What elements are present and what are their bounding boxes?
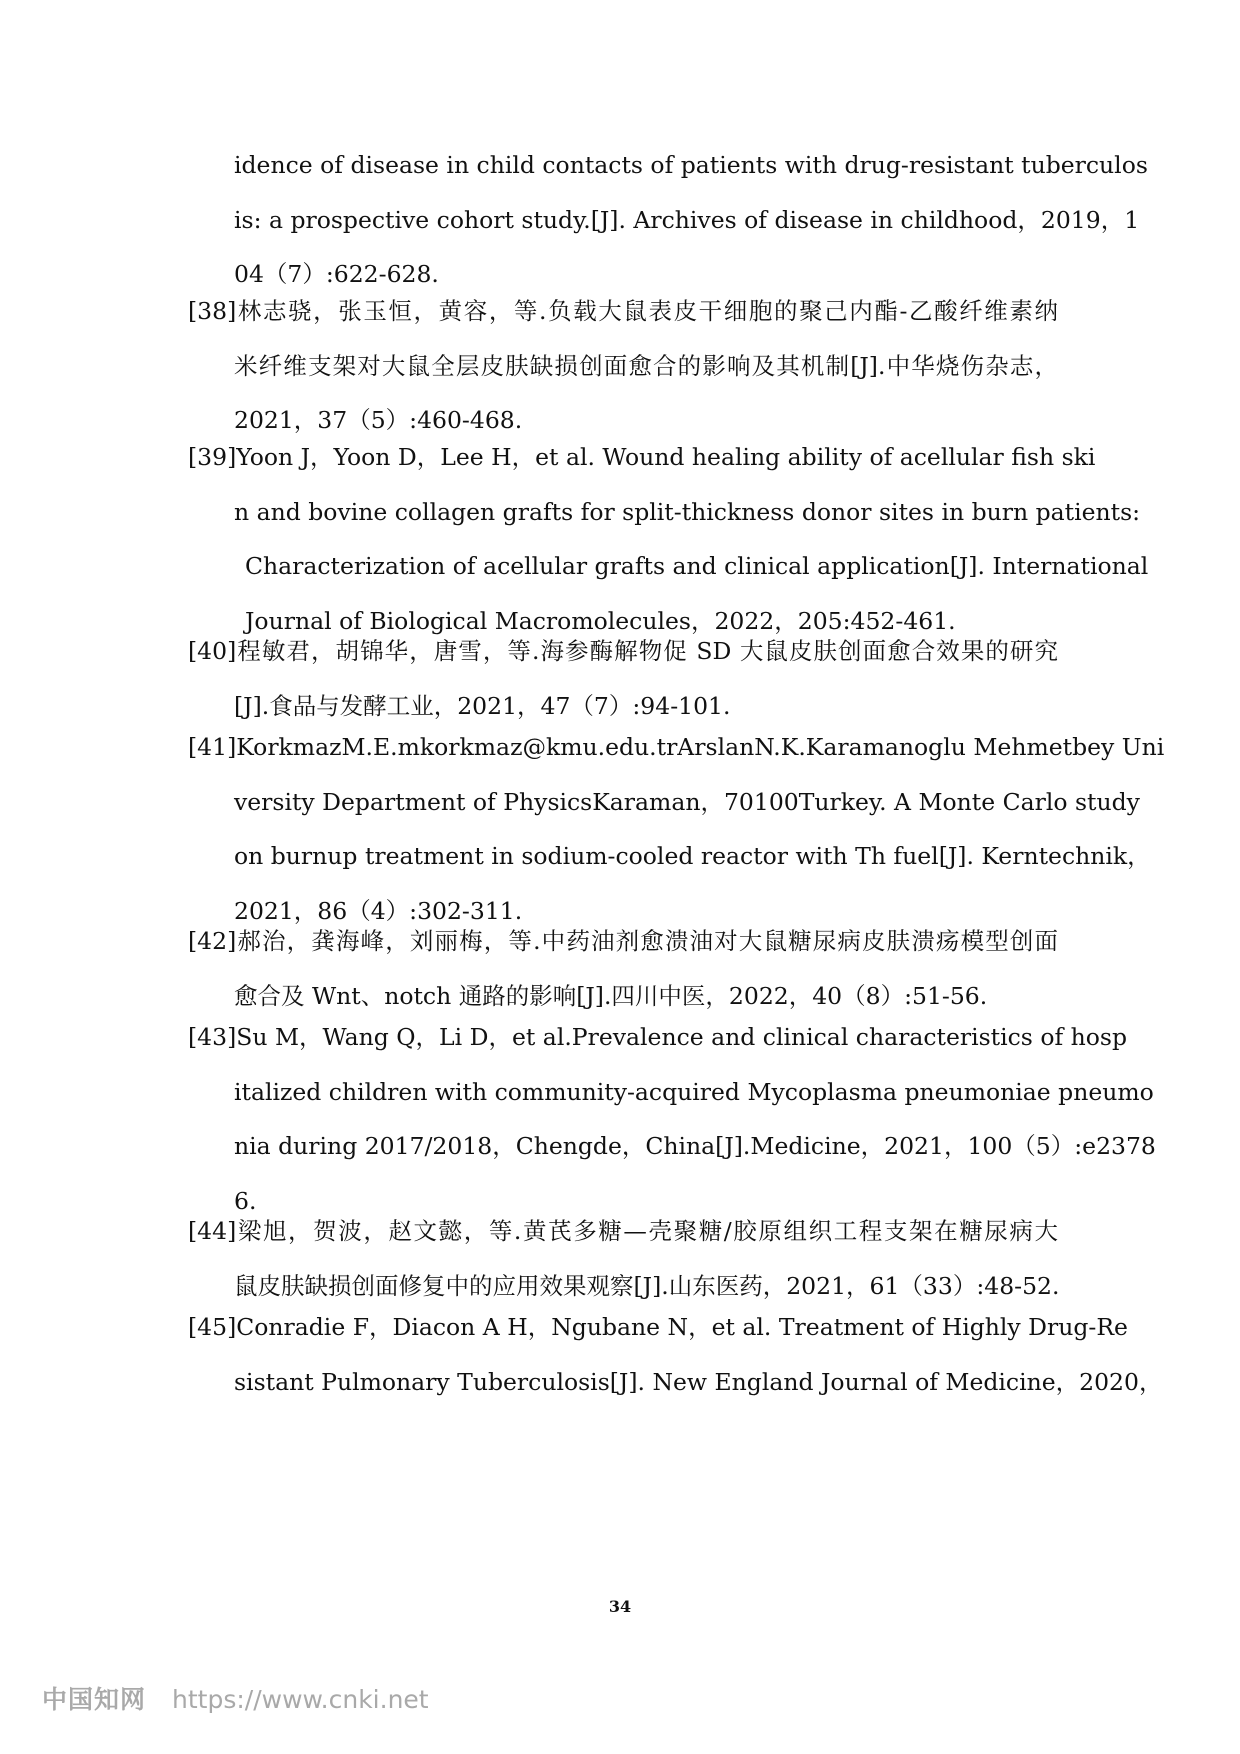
reference-line: is: a prospective cohort study.[J]. Archives of disease in childhood，2019，1 bbox=[234, 205, 1140, 234]
reference-line bbox=[188, 1010, 1128, 1065]
reference-text: 郝治，龚海峰，刘丽梅，等.中药油剂愈溃油对大鼠糖尿病皮肤溃疡模型创面 bbox=[236, 927, 1058, 955]
reference-line: n and bovine collagen grafts for split-thickness donor sites in burn patients: bbox=[234, 497, 1141, 526]
reference-text: 程敏君，胡锦华，唐雪，等.海参酶解物促 SD 大鼠皮肤创面愈合效果的研究 bbox=[236, 637, 1058, 665]
reference-37-continuation bbox=[188, 138, 1148, 302]
reference-label: [39] bbox=[188, 443, 237, 471]
reference-line bbox=[188, 720, 1165, 775]
reference-line: 6. bbox=[234, 1186, 257, 1215]
reference-41 bbox=[188, 720, 1165, 938]
reference-line: 2021，86（4）:302-311. bbox=[234, 896, 523, 925]
reference-line: Journal of Biological Macromolecules，2022，205:452-461. bbox=[245, 606, 956, 635]
reference-43 bbox=[188, 1010, 1156, 1228]
reference-text: Yoon J，Yoon D，Lee H，et al. Wound healing ability of acellular fish ski bbox=[236, 443, 1096, 471]
reference-38 bbox=[188, 284, 1058, 448]
reference-label: [45] bbox=[188, 1313, 237, 1341]
reference-label: [40] bbox=[188, 637, 237, 665]
reference-39 bbox=[188, 430, 1149, 648]
reference-40 bbox=[188, 624, 1058, 733]
reference-line: versity Department of PhysicsKaraman，70100Turkey. A Monte Carlo study bbox=[234, 787, 1140, 816]
reference-label: [42] bbox=[188, 927, 237, 955]
reference-line bbox=[188, 624, 1058, 679]
reference-text: Su M，Wang Q，Li D，et al.Prevalence and clinical characteristics of hosp bbox=[236, 1023, 1128, 1051]
reference-45 bbox=[188, 1300, 1163, 1409]
reference-line: Characterization of acellular grafts and clinical application[J]. International bbox=[245, 552, 1149, 580]
reference-line: nia during 2017/2018，Chengde，China[J].Medicine，2021，100（5）:e2378 bbox=[234, 1132, 1156, 1160]
reference-42 bbox=[188, 914, 1058, 1023]
reference-line: 米纤维支架对大鼠全层皮肤缺损创面愈合的影响及其机制[J].中华烧伤杂志， bbox=[234, 351, 1058, 380]
reference-text: 林志骁，张玉恒，黄容，等.负载大鼠表皮干细胞的聚己内酯-乙酸纤维素纳 bbox=[236, 297, 1058, 325]
reference-label: [41] bbox=[188, 733, 237, 761]
reference-line: 04（7）:622-628. bbox=[234, 260, 439, 288]
cnki-watermark bbox=[42, 1680, 429, 1716]
reference-line: sistant Pulmonary Tuberculosis[J]. New England Journal of Medicine，2020， bbox=[234, 1367, 1163, 1396]
reference-label: [44] bbox=[188, 1217, 237, 1245]
reference-line: 鼠皮肤缺损创面修复中的应用效果观察[J].山东医药，2021，61（33）:48-52. bbox=[234, 1271, 1060, 1300]
reference-line: 愈合及 Wnt、notch 通路的影响[J].四川中医，2022，40（8）:51-56. bbox=[234, 981, 988, 1010]
reference-label: [38] bbox=[188, 297, 237, 325]
reference-44 bbox=[188, 1204, 1058, 1313]
reference-line bbox=[188, 284, 1058, 339]
reference-line bbox=[188, 1300, 1128, 1355]
page-number: 34 bbox=[608, 1597, 632, 1616]
reference-line: idence of disease in child contacts of patients with drug-resistant tuberculos bbox=[234, 151, 1148, 179]
reference-line: 2021，37（5）:460-468. bbox=[234, 406, 523, 434]
reference-line: italized children with community-acquired Mycoplasma pneumoniae pneumo bbox=[234, 1077, 1154, 1106]
reference-line: on burnup treatment in sodium-cooled reactor with Th fuel[J]. Kerntechnik， bbox=[234, 842, 1151, 870]
reference-line: [J].食品与发酵工业，2021，47（7）:94-101. bbox=[234, 691, 731, 720]
reference-line bbox=[188, 1204, 1058, 1259]
reference-text: Conradie F，Diacon A H，Ngubane N，et al. Treatment of Highly Drug-Re bbox=[236, 1313, 1128, 1341]
reference-text: 梁旭，贺波，赵文懿，等.黄芪多糖—壳聚糖/胶原组织工程支架在糖尿病大 bbox=[236, 1217, 1058, 1245]
reference-line bbox=[188, 430, 1096, 485]
reference-label: [43] bbox=[188, 1023, 237, 1051]
reference-line bbox=[188, 914, 1058, 969]
watermark-url: https://www.cnki.net bbox=[172, 1685, 429, 1714]
watermark-brand: 中国知网 bbox=[42, 1685, 147, 1714]
reference-text: KorkmazM.E.mkorkmaz@kmu.edu.trArslanN.K.Karamanoglu Mehmetbey Uni bbox=[236, 733, 1165, 761]
